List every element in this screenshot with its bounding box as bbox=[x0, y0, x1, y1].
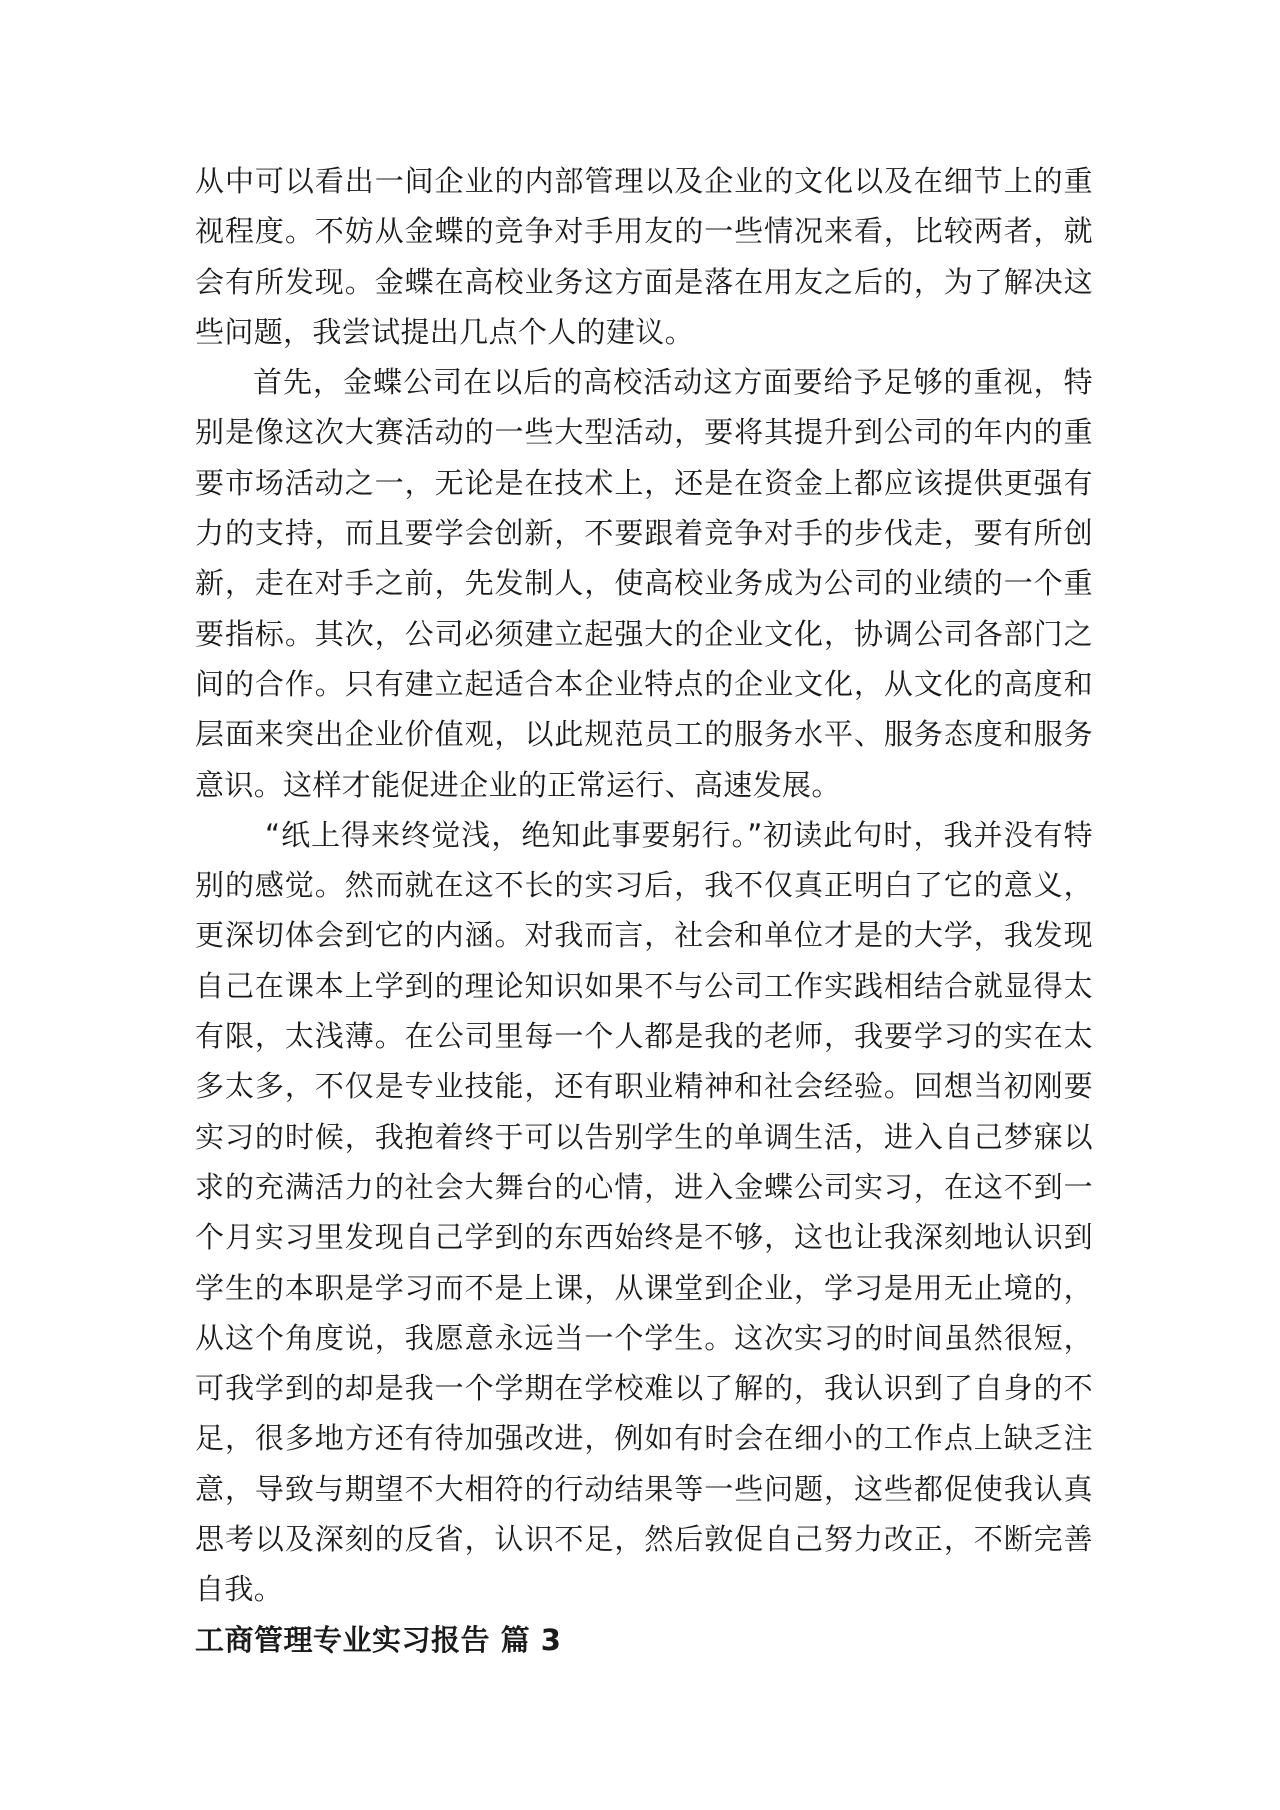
paragraph-1: 从中可以看出一间企业的内部管理以及企业的文化以及在细节上的重视程度。不妨从金蝶的竞争对手用友的一些情况来看，比较两者，就会有所发现。金蝶在高校业务这方面是落在用友之后的，为了解决这些问题，我尝试提出几点个人的建议。 bbox=[195, 164, 1093, 349]
section-heading: 工商管理专业实习报告 篇 3 bbox=[195, 1622, 562, 1657]
document-page bbox=[195, 156, 1093, 1665]
paragraph-3: “纸上得来终觉浅，绝知此事要躬行。”初读此句时，我并没有特别的感觉。然而就在这不长的实习后，我不仅真正明白了它的意义，更深切体会到它的内涵。对我而言，社会和单位才是的大学，我发现自己在课本上学到的理论知识如果不与公司工作实践相结合就显得太有限，太浅薄。在公司里每一个人都是我的老师，我要学习的实在太多太多，不仅是专业技能，还有职业精神和社会经验。回想当初刚要实习的时候，我抱着终于可以告别学生的单调生活，进入自己梦寐以求的充满活力的社会大舞台的心情，进入金蝶公司实习，在这不到一个月实习里发现自己学到的东西始终是不够，这也让我深刻地认识到学生的本职是学习而不是上课，从课堂到企业，学习是用无止境的，从这个角度说，我愿意永远当一个学生。这次实习的时间虽然很短，可我学到的却是我一个学期在学校难以了解的，我认识到了自身的不足，很多地方还有待加强改进，例如有时会在细小的工作点上缺乏注意，导致与期望不大相符的行动结果等一些问题，这些都促使我认真思考以及深刻的反省，认识不足，然后敦促自己努力改正，不断完善自我。 bbox=[195, 817, 1093, 1607]
paragraph-2: 首先，金蝶公司在以后的高校活动这方面要给予足够的重视，特别是像这次大赛活动的一些大型活动，要将其提升到公司的年内的重要市场活动之一，无论是在技术上，还是在资金上都应该提供更强有力的支持，而且要学会创新，不要跟着竞争对手的步伐走，要有所创新，走在对手之前，先发制人，使高校业务成为公司的业绩的一个重要指标。其次，公司必须建立起强大的企业文化，协调公司各部门之间的合作。只有建立起适合本企业特点的企业文化，从文化的高度和层面来突出企业价值观，以此规范员工的服务水平、服务态度和服务意识。这样才能促进企业的正常运行、高速发展。 bbox=[195, 365, 1093, 802]
